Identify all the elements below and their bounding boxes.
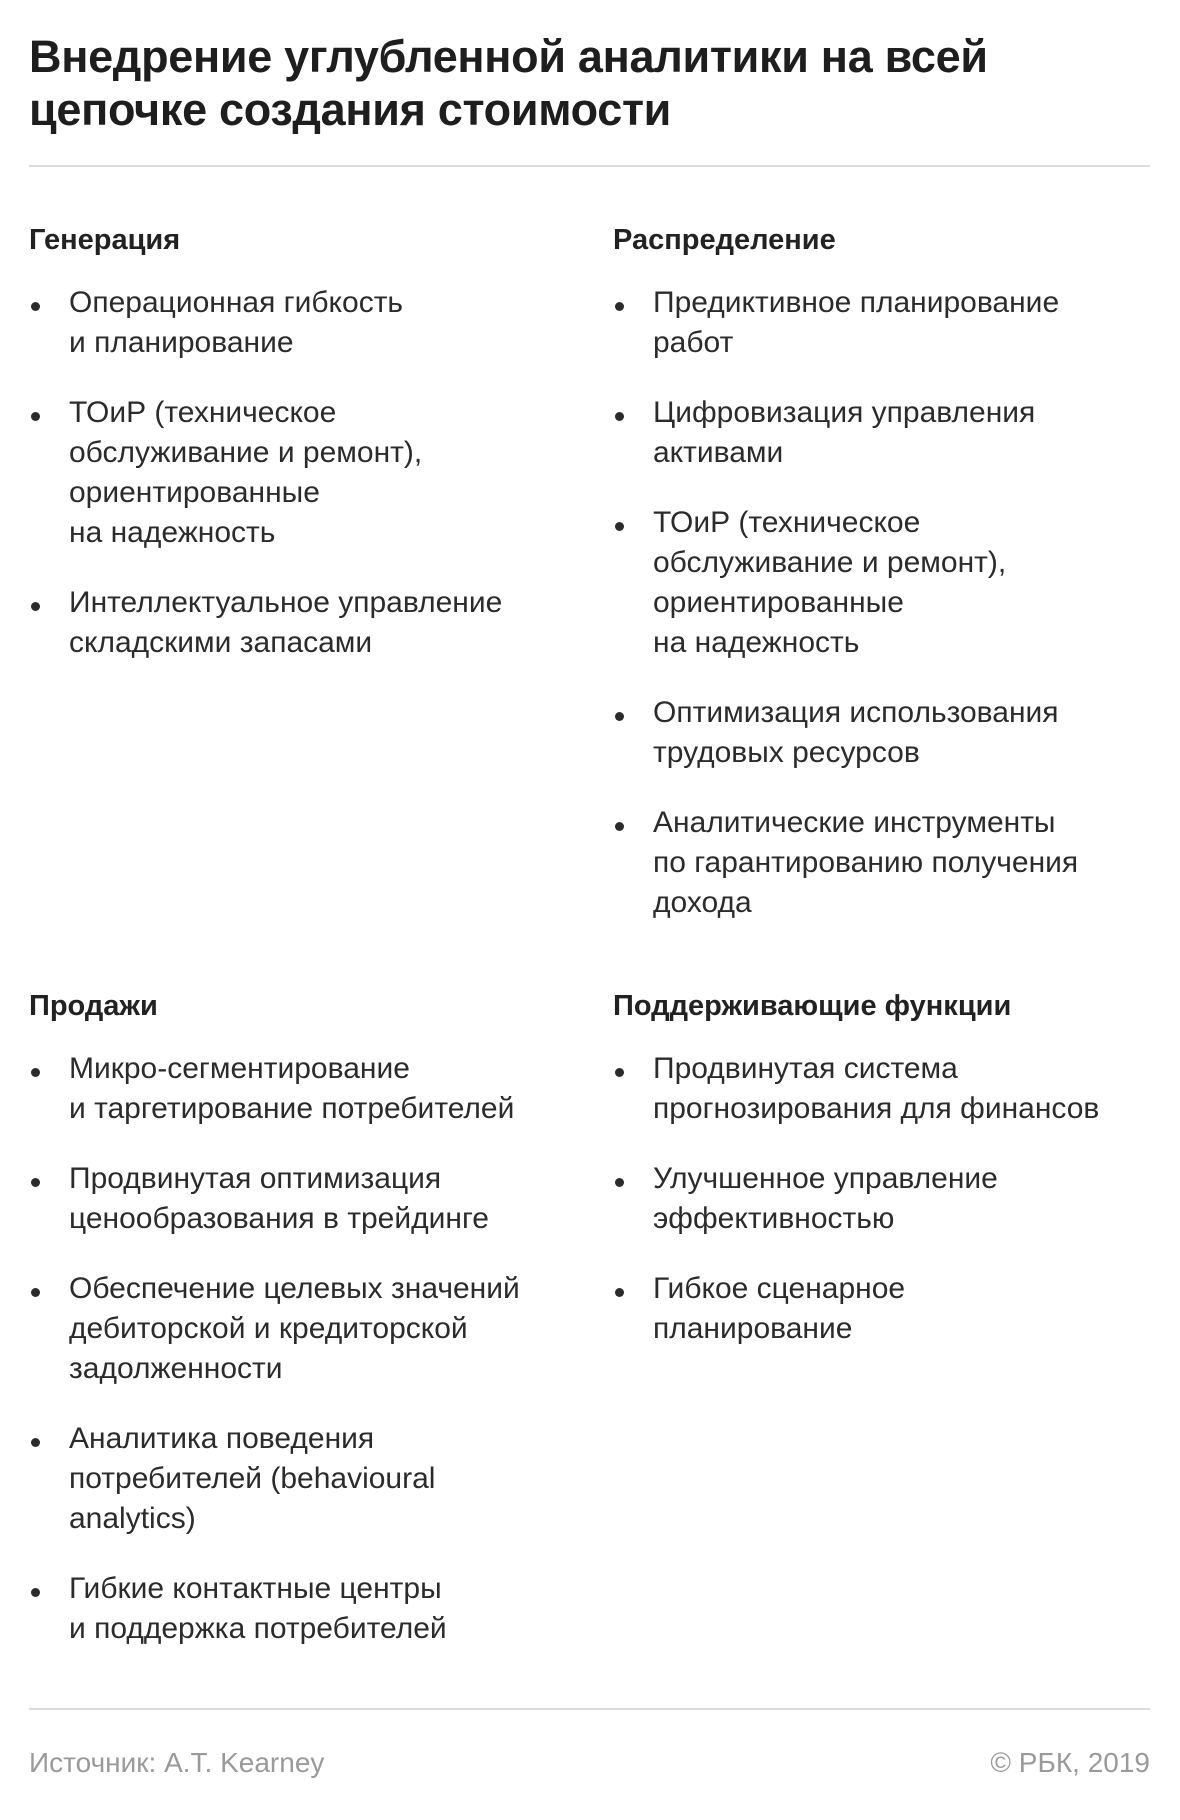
list-item-text: дохода bbox=[653, 886, 752, 919]
list-item bbox=[613, 803, 1173, 923]
list-item bbox=[29, 583, 589, 663]
section-title: Распределение bbox=[613, 224, 836, 256]
bullet-dot-icon bbox=[31, 1068, 40, 1077]
list-item bbox=[29, 1159, 589, 1239]
section-generation bbox=[29, 222, 589, 693]
list-item-text: и таргетирование потребителей bbox=[69, 1092, 515, 1125]
page-title-line: цепочке создания стоимости bbox=[29, 84, 672, 135]
bullet-dot-icon bbox=[615, 302, 624, 311]
page-header bbox=[29, 30, 1150, 136]
bullet-dot-icon bbox=[615, 1288, 624, 1297]
bullet-dot-icon bbox=[31, 1178, 40, 1187]
list-item-text: Улучшенное управление bbox=[653, 1162, 998, 1195]
list-item-text: и поддержка потребителей bbox=[69, 1612, 447, 1645]
bullet-dot-icon bbox=[31, 602, 40, 611]
bullet-list bbox=[613, 283, 1173, 923]
list-item-text: Гибкие контактные центры bbox=[69, 1572, 442, 1605]
list-item bbox=[613, 503, 1173, 663]
bullet-dot-icon bbox=[615, 412, 624, 421]
section-title: Продажи bbox=[29, 990, 158, 1022]
bullet-dot-icon bbox=[615, 1068, 624, 1077]
list-item-text: Предиктивное планирование bbox=[653, 286, 1060, 319]
list-item-text: дебиторской и кредиторской bbox=[69, 1312, 468, 1345]
list-item-text: на надежность bbox=[69, 516, 276, 549]
section-sales bbox=[29, 988, 589, 1679]
list-item-text: Продвинутая система bbox=[653, 1052, 958, 1085]
section-support-functions bbox=[613, 988, 1173, 1379]
bullet-dot-icon bbox=[31, 1588, 40, 1597]
list-item-text: ценообразования в трейдинге bbox=[69, 1202, 489, 1235]
list-item bbox=[613, 693, 1173, 773]
list-item-text: эффективностью bbox=[653, 1202, 895, 1235]
list-item bbox=[29, 393, 589, 553]
bullet-dot-icon bbox=[615, 712, 624, 721]
bullet-dot-icon bbox=[615, 522, 624, 531]
copyright-note: © РБК, 2019 bbox=[990, 1747, 1150, 1778]
bullet-dot-icon bbox=[31, 412, 40, 421]
list-item-text: ТОиР (техническое bbox=[69, 396, 337, 429]
list-item bbox=[29, 283, 589, 363]
list-item-text: ориентированные bbox=[653, 586, 904, 619]
list-item-text: складскими запасами bbox=[69, 626, 373, 659]
list-item-text: ориентированные bbox=[69, 476, 320, 509]
list-item bbox=[29, 1049, 589, 1129]
bullet-list bbox=[613, 1049, 1173, 1349]
section-title: Генерация bbox=[29, 224, 181, 256]
bullet-list bbox=[29, 283, 589, 663]
list-item-text: Оптимизация использования bbox=[653, 696, 1059, 729]
source-note: Источник: A.T. Kearney bbox=[29, 1747, 325, 1778]
list-item-text: ТОиР (техническое bbox=[653, 506, 921, 539]
list-item bbox=[29, 1419, 589, 1539]
section-title: Поддерживающие функции bbox=[613, 990, 1012, 1022]
bullet-dot-icon bbox=[615, 1178, 624, 1187]
bullet-dot-icon bbox=[615, 822, 624, 831]
list-item-text: Операционная гибкость bbox=[69, 286, 404, 319]
list-item-text: Гибкое сценарное bbox=[653, 1272, 906, 1305]
list-item-text: на надежность bbox=[653, 626, 860, 659]
list-item-text: и планирование bbox=[69, 326, 294, 359]
bullet-list bbox=[29, 1049, 589, 1649]
list-item-text: работ bbox=[653, 326, 734, 359]
list-item-text: планирование bbox=[653, 1312, 853, 1345]
section-distribution bbox=[613, 222, 1173, 953]
bullet-dot-icon bbox=[31, 302, 40, 311]
list-item-text: Интеллектуальное управление bbox=[69, 586, 503, 619]
list-item-text: обслуживание и ремонт), bbox=[69, 436, 423, 469]
list-item-text: Продвинутая оптимизация bbox=[69, 1162, 442, 1195]
list-item-text: Обеспечение целевых значений bbox=[69, 1272, 520, 1305]
list-item-text: обслуживание и ремонт), bbox=[653, 546, 1007, 579]
list-item bbox=[613, 283, 1173, 363]
list-item-text: Цифровизация управления bbox=[653, 396, 1036, 429]
list-item bbox=[613, 393, 1173, 473]
page-title bbox=[29, 30, 1150, 136]
list-item-text: потребителей (behavioural bbox=[69, 1462, 436, 1495]
list-item-text: Аналитика поведения bbox=[69, 1422, 375, 1455]
list-item-text: задолженности bbox=[69, 1352, 283, 1385]
list-item-text: трудовых ресурсов bbox=[653, 736, 920, 769]
list-item bbox=[613, 1049, 1173, 1129]
list-item-text: по гарантированию получения bbox=[653, 846, 1079, 879]
list-item-text: Микро-сегментирование bbox=[69, 1052, 410, 1085]
list-item bbox=[29, 1269, 589, 1389]
list-item bbox=[29, 1569, 589, 1649]
list-item-text: активами bbox=[653, 436, 784, 469]
bullet-dot-icon bbox=[31, 1438, 40, 1447]
list-item bbox=[613, 1269, 1173, 1349]
top-divider bbox=[29, 165, 1150, 167]
bullet-dot-icon bbox=[31, 1288, 40, 1297]
list-item bbox=[613, 1159, 1173, 1239]
list-item-text: Аналитические инструменты bbox=[653, 806, 1056, 839]
list-item-text: analytics) bbox=[69, 1502, 196, 1535]
list-item-text: прогнозирования для финансов bbox=[653, 1092, 1100, 1125]
page-title-line: Внедрение углубленной аналитики на всей bbox=[29, 31, 988, 82]
bottom-divider bbox=[29, 1708, 1150, 1710]
